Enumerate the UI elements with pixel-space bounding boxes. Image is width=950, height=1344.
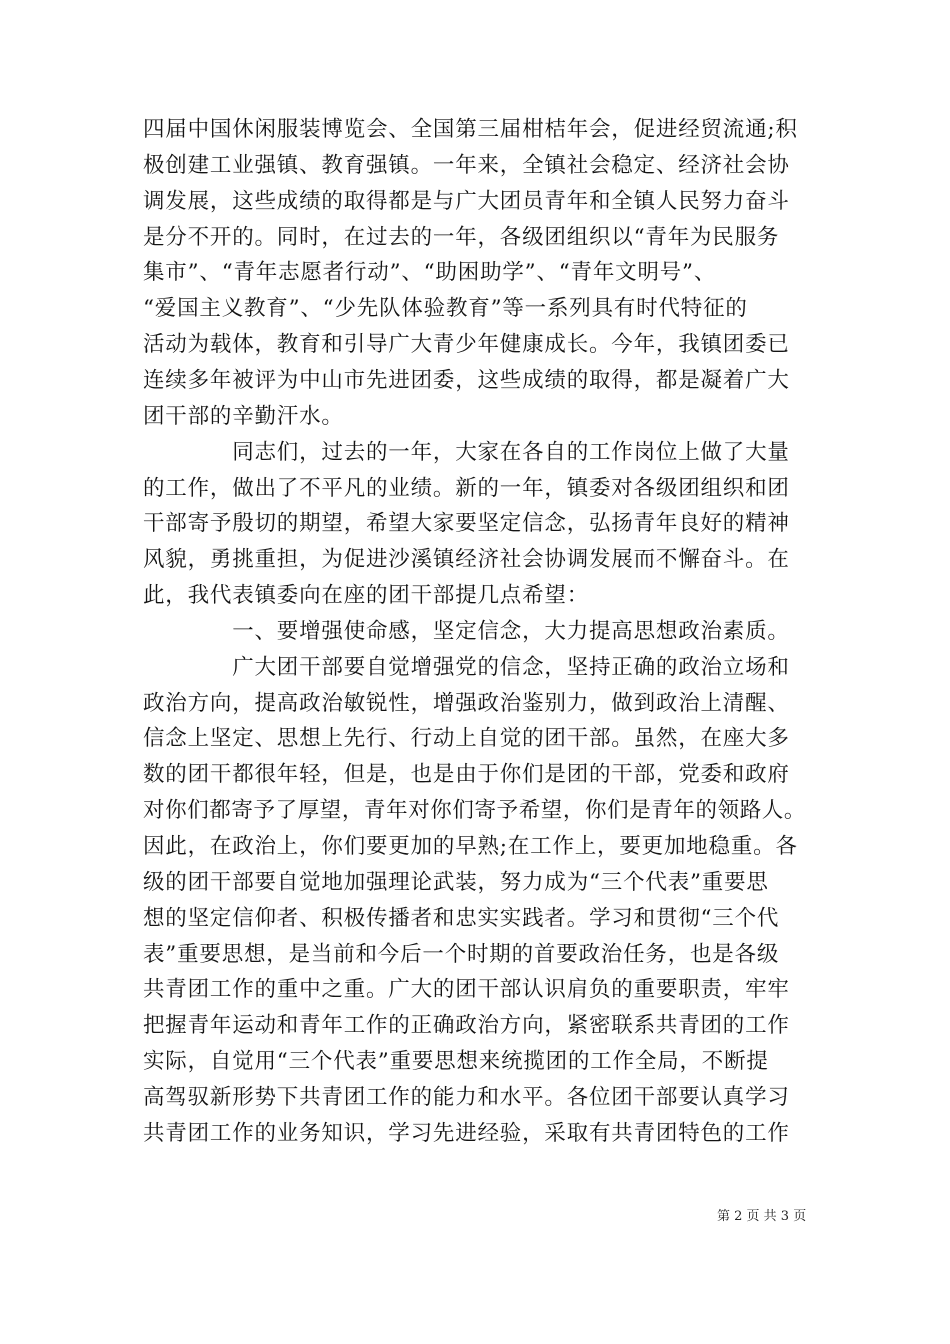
text-line: “爱国主义教育”、“少先队体验教育”等一系列具有时代特征的 bbox=[143, 296, 748, 322]
text-line: 对你们都寄予了厚望，青年对你们寄予希望，你们是青年的领路人。 bbox=[143, 798, 807, 824]
text-line: 实际，自觉用“三个代表”重要思想来统揽团的工作全局，不断提 bbox=[143, 1049, 769, 1075]
text-line: 把握青年运动和青年工作的正确政治方向，紧密联系共青团的工作 bbox=[143, 1013, 790, 1039]
text-line: 广大团干部要自觉增强党的信念，坚持正确的政治立场和 bbox=[143, 654, 790, 680]
text-line: 四届中国休闲服装博览会、全国第三届柑桔年会，促进经贸流通;积 bbox=[143, 117, 798, 142]
text-line: 是分不开的。同时，在过去的一年，各级团组织以“青年为民服务 bbox=[143, 224, 780, 250]
text-line: 信念上坚定、思想上先行、行动上自觉的团干部。虽然，在座大多 bbox=[143, 726, 790, 752]
text-line: 的工作，做出了不平凡的业绩。新的一年，镇委对各级团组织和团 bbox=[143, 475, 790, 501]
page-footer: 第 2 页 共 3 页 bbox=[717, 1209, 807, 1224]
text-line: 高驾驭新形势下共青团工作的能力和水平。各位团干部要认真学习 bbox=[143, 1084, 790, 1110]
text-line: 活动为载体，教育和引导广大青少年健康成长。今年，我镇团委已 bbox=[143, 332, 790, 358]
text-line: 想的坚定信仰者、积极传播者和忠实实践者。学习和贯彻“三个代 bbox=[143, 905, 780, 931]
text-line: 数的团干都很年轻，但是，也是由于你们是团的干部，党委和政府 bbox=[143, 762, 790, 788]
section-heading: 一、要增强使命感，坚定信念，大力提高思想政治素质。 bbox=[143, 618, 790, 644]
text-line: 同志们，过去的一年，大家在各自的工作岗位上做了大量 bbox=[143, 439, 790, 465]
text-line: 风貌，勇挑重担，为促进沙溪镇经济社会协调发展而不懈奋斗。在 bbox=[143, 547, 790, 573]
text-line: 政治方向，提高政治敏锐性，增强政治鉴别力，做到政治上清醒、 bbox=[143, 690, 790, 716]
text-line: 连续多年被评为中山市先进团委，这些成绩的取得，都是凝着广大 bbox=[143, 367, 790, 393]
text-line: 共青团工作的重中之重。广大的团干部认识肩负的重要职责，牢牢 bbox=[143, 977, 790, 1003]
text-line: 调发展，这些成绩的取得都是与广大团员青年和全镇人民努力奋斗 bbox=[143, 188, 790, 214]
text-line: 干部寄予殷切的期望，希望大家要坚定信念，弘扬青年良好的精神 bbox=[143, 511, 790, 537]
text-line: 表”重要思想，是当前和今后一个时期的首要政治任务，也是各级 bbox=[143, 941, 780, 967]
text-line: 级的团干部要自觉地加强理论武装，努力成为“三个代表”重要思 bbox=[143, 869, 769, 895]
text-line: 极创建工业强镇、教育强镇。一年来，全镇社会稳定、经济社会协 bbox=[143, 152, 790, 178]
text-line: 因此，在政治上，你们要更加的早熟;在工作上，要更加地稳重。各 bbox=[143, 834, 798, 859]
text-line: 集市”、“青年志愿者行动”、“助困助学”、“青年文明号”、 bbox=[143, 260, 717, 286]
text-line: 团干部的辛勤汗水。 bbox=[143, 403, 344, 429]
text-line: 共青团工作的业务知识，学习先进经验，采取有共青团特色的工作 bbox=[143, 1120, 790, 1146]
text-line: 此，我代表镇委向在座的团干部提几点希望： bbox=[143, 583, 590, 609]
